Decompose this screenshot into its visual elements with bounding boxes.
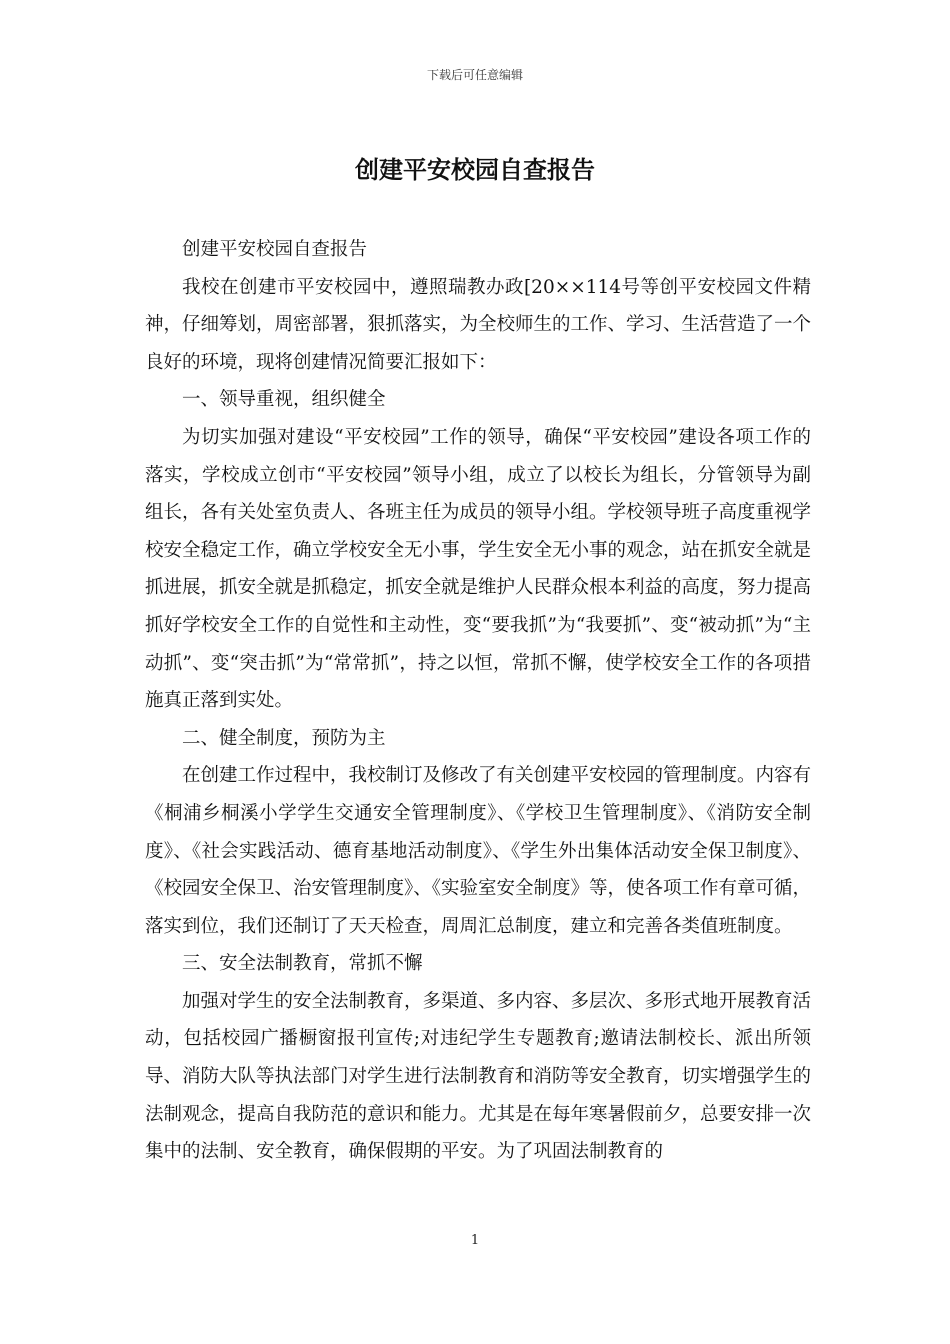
page-number: 1 <box>470 1233 480 1248</box>
document-title: 创建平安校园自查报告 <box>355 156 595 184</box>
section-2-paragraph: 在创建工作过程中，我校制订及修改了有关创建平安校园的管理制度。内容有《桐浦乡桐溪小学学生交通安全管理制度》、《学校卫生管理制度》、《消防安全制度》、《社会实践活动、德育基地活动制度》、《学生外出集体活动安全保卫制度》、《校园安全保卫、治安管理制度》、《实验室安全制度》等，使各项工作有章可循，落实到位，我们还制订了天天检查，周周汇总制度，建立和完善各类值班制度。 <box>145 765 812 937</box>
section-heading-2: 二、健全制度，预防为主 <box>182 727 386 749</box>
document-body <box>145 231 811 1171</box>
section-heading-3: 三、安全法制教育，常抓不懈 <box>182 953 423 975</box>
subtitle-paragraph: 创建平安校园自查报告 <box>182 239 368 260</box>
section-3-paragraph: 加强对学生的安全法制教育，多渠道、多内容、多层次、多形式地开展教育活动，包括校园广播橱窗报刊宣传;对违纪学生专题教育;邀请法制校长、派出所领导、消防大队等执法部门对学生进行法制教育和消防等安全教育，切实增强学生的法制观念，提高自我防范的意识和能力。尤其是在每年寒暑假前夕，总要安排一次集中的法制、安全教育，确保假期的平安。为了巩固法制教育的 <box>145 990 812 1163</box>
header-note: 下载后可任意编辑 <box>426 68 523 82</box>
intro-paragraph: 我校在创建市平安校园中，遵照瑞教办政[20××114号等创平安校园文件精神，仔细筹划，周密部署，狠抓落实，为全校师生的工作、学习、生活营造了一个良好的环境，现将创建情况简要汇报如下： <box>145 276 812 373</box>
section-1-paragraph: 为切实加强对建设“平安校园”工作的领导，确保“平安校园”建设各项工作的落实，学校成立创市“平安校园”领导小组，成立了以校长为组长，分管领导为副组长，各有关处室负责人、各班主任为成员的领导小组。学校领导班子高度重视学校安全稳定工作，确立学校安全无小事，学生安全无小事的观念，站在抓安全就是抓进展，抓安全就是抓稳定，抓安全就是维护人民群众根本利益的高度，努力提高抓好学校安全工作的自觉性和主动性，变“要我抓”为“我要抓”、变“被动抓”为“主动抓”、变“突击抓”为“常常抓”，持之以恒，常抓不懈，使学校安全工作的各项措施真正落到实处。 <box>145 426 812 712</box>
section-heading-1: 一、领导重视，组织健全 <box>182 389 386 411</box>
